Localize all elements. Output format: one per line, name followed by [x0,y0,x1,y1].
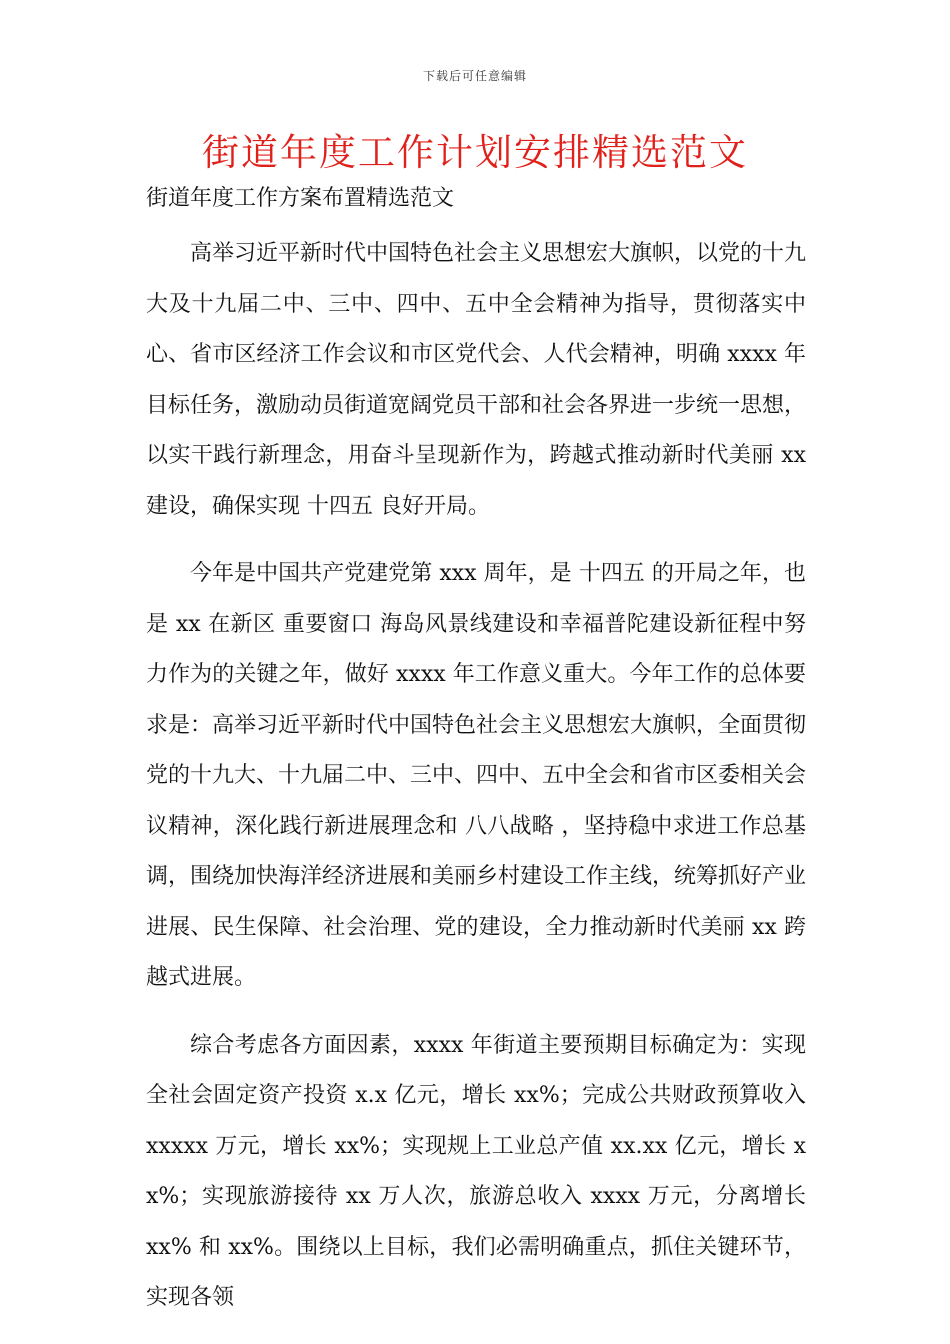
body-paragraph-2: 今年是中国共产党建党第 xxx 周年，是 十四五 的开局之年，也是 xx 在新区 重要窗口 海岛风景线建设和幸福普陀建设新征程中努力作为的关键之年，做好 xxxx 年工作意义重大。今年工作的总体要求是：高举习近平新时代中国特色社会主义思想宏大旗帜，全面贯彻党的十九大、十九届二中、三中、四中、五中全会和省市区委相关会议精神，深化践行新进展理念和 八八战略 ，坚持稳中求进工作总基调，围绕加快海洋经济进展和美丽乡村建设工作主线，统筹抓好产业进展、民生保障、社会治理、党的建设，全力推动新时代美丽 xx 跨越式进展。 [146,561,807,990]
document-title: 街道年度工作计划安排精选范文 [202,131,748,174]
document-subtitle: 街道年度工作方案布置精选范文 [146,186,455,211]
body-paragraph-3: 综合考虑各方面因素，xxxx 年街道主要预期目标确定为：实现全社会固定资产投资 x.x 亿元，增长 xx%；完成公共财政预算收入 xxxxx 万元，增长 xx%；实现规上工业总产值 xx.xx 亿元，增长 xx%；实现旅游接待 xx 万人次，旅游总收入 xxxx 万元，分离增长 xx% 和 xx%。围绕以上目标，我们必需明确重点，抓住关键环节，实现各领 [146,1032,806,1310]
body-paragraph-1: 高举习近平新时代中国特色社会主义思想宏大旗帜，以党的十九大及十九届二中、三中、四中、五中全会精神为指导，贯彻落实中心、省市区经济工作会议和市区党代会、人代会精神，明确 xxxx 年目标任务，激励动员街道宽阔党员干部和社会各界进一步统一思想，以实干践行新理念，用奋斗呈现新作为，跨越式推动新时代美丽 xx 建设，确保实现 十四五 良好开局。 [146,241,807,519]
document-body [146,229,806,1341]
header-note: 下载后可任意编辑 [422,69,527,83]
